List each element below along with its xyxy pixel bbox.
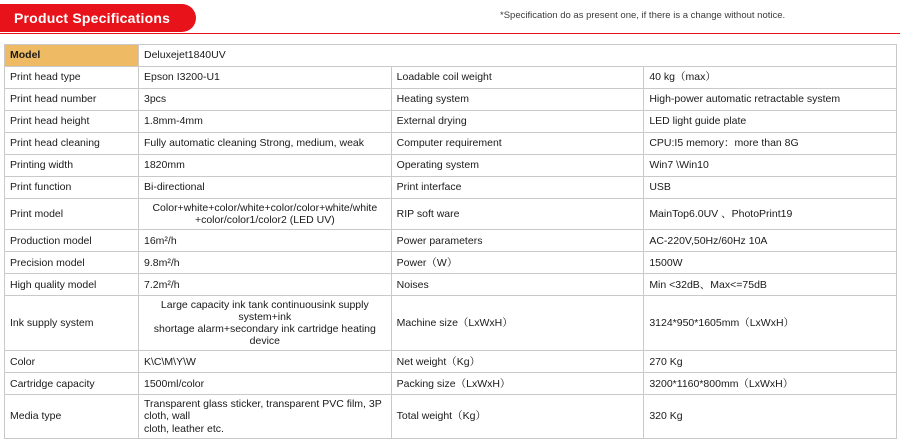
table-row [5,133,897,155]
row-label-high-quality-model: High quality model [5,274,139,296]
specifications-table-wrapper [4,44,896,439]
row-label-computer-requirement: Computer requirement [391,133,644,155]
table-row [5,177,897,199]
table-row [5,89,897,111]
header-banner [0,4,196,32]
row-label-external-drying: External drying [391,111,644,133]
row-label-net-weight: Net weight（Kg） [391,351,644,373]
table-row [5,230,897,252]
row-value-print-head-number: 3pcs [139,89,392,111]
print-model-line-1: Color+white+color/white+color/color+white/white [152,202,378,214]
row-value-rip-software: MainTop6.0UV 、PhotoPrint19 [644,199,897,230]
specification-notice: *Specification do as present one, if there is a change without notice. [500,10,786,21]
row-value-cartridge-capacity: 1500ml/color [139,373,392,395]
row-label-print-head-number: Print head number [5,89,139,111]
row-label-packing-size: Packing size（LxWxH） [391,373,644,395]
row-value-precision-model: 9.8m²/h [139,252,392,274]
row-value-print-head-height: 1.8mm-4mm [139,111,392,133]
row-value-computer-requirement: CPU:I5 memory：more than 8G [644,133,897,155]
row-label-print-model: Print model [5,199,139,230]
specifications-table-body [5,45,897,439]
table-row [5,111,897,133]
row-value-print-model [139,199,392,230]
specifications-table [4,44,897,439]
row-label-media-type: Media type [5,395,139,438]
table-row [5,373,897,395]
ink-supply-line-2: shortage alarm+secondary ink cartridge heating device [153,323,376,348]
row-value-external-drying: LED light guide plate [644,111,897,133]
row-value-packing-size: 3200*1160*800mm（LxWxH） [644,373,897,395]
table-row [5,296,897,351]
row-value-heating-system: High-power automatic retractable system [644,89,897,111]
row-label-loadable-coil-weight: Loadable coil weight [391,67,644,89]
row-label-printing-width: Printing width [5,155,139,177]
row-label-power-w: Power（W） [391,252,644,274]
table-row [5,395,897,438]
row-value-print-function: Bi-directional [139,177,392,199]
row-label-print-function: Print function [5,177,139,199]
row-label-cartridge-capacity: Cartridge capacity [5,373,139,395]
row-label-print-head-height: Print head height [5,111,139,133]
row-value-power-parameters: AC-220V,50Hz/60Hz 10A [644,230,897,252]
row-value-production-model: 16m²/h [139,230,392,252]
row-value-media-type [139,395,392,438]
print-model-line-2: +color/color1/color2 (LED UV) [194,214,335,227]
row-value-machine-size: 3124*950*1605mm（LxWxH） [644,296,897,351]
row-label-heating-system: Heating system [391,89,644,111]
row-label-production-model: Production model [5,230,139,252]
row-label-print-interface: Print interface [391,177,644,199]
header-divider [0,33,900,34]
table-row-model [5,45,897,67]
row-value-loadable-coil-weight: 40 kg（max） [644,67,897,89]
table-row [5,351,897,373]
row-value-ink-supply-system [139,296,392,351]
row-value-total-weight: 320 Kg [644,395,897,438]
row-label-noises: Noises [391,274,644,296]
row-label-color: Color [5,351,139,373]
table-row [5,199,897,230]
page-title: Product Specifications [14,10,171,26]
row-label-machine-size: Machine size（LxWxH） [391,296,644,351]
model-value: Deluxejet1840UV [139,45,897,67]
row-label-print-head-type: Print head type [5,67,139,89]
row-value-print-head-type: Epson I3200-U1 [139,67,392,89]
page-header [0,0,900,34]
row-value-operating-system: Win7 \Win10 [644,155,897,177]
media-type-line-2: cloth, leather etc. [144,422,224,435]
row-label-precision-model: Precision model [5,252,139,274]
table-row [5,155,897,177]
row-value-print-head-cleaning: Fully automatic cleaning Strong, medium, weak [139,133,392,155]
table-row [5,67,897,89]
row-value-print-interface: USB [644,177,897,199]
model-label: Model [5,45,139,67]
row-value-printing-width: 1820mm [139,155,392,177]
row-value-net-weight: 270 Kg [644,351,897,373]
table-row [5,274,897,296]
row-value-power-w: 1500W [644,252,897,274]
media-type-line-1: Transparent glass sticker, transparent PVC film, 3P cloth, wall [144,398,382,423]
row-value-noises: Min <32dB、Max<=75dB [644,274,897,296]
row-label-power-parameters: Power parameters [391,230,644,252]
row-label-ink-supply-system: Ink supply system [5,296,139,351]
row-value-high-quality-model: 7.2m²/h [139,274,392,296]
row-value-color: K\C\M\Y\W [139,351,392,373]
row-label-print-head-cleaning: Print head cleaning [5,133,139,155]
row-label-rip-software: RIP soft ware [391,199,644,230]
ink-supply-line-1: Large capacity ink tank continuousink supply system+ink [160,299,369,324]
table-row [5,252,897,274]
row-label-operating-system: Operating system [391,155,644,177]
row-label-total-weight: Total weight（Kg） [391,395,644,438]
